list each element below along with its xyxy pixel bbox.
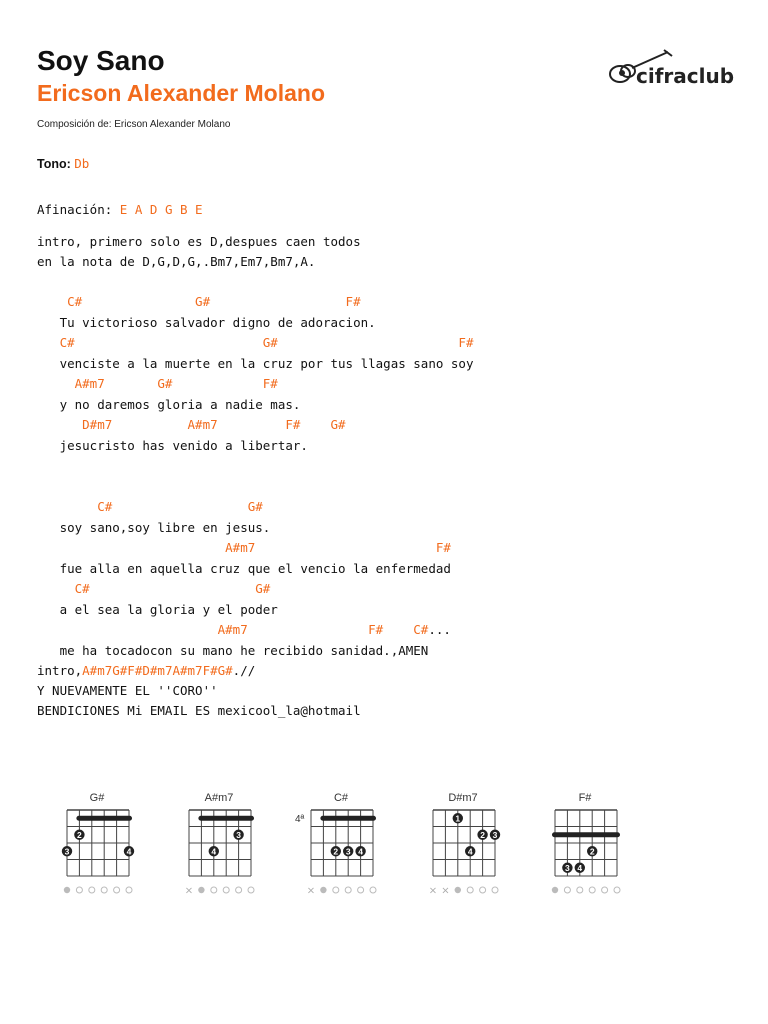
chord-names[interactable]: C# G#: [37, 499, 263, 514]
chord-diagram-name: G#: [89, 792, 105, 804]
outro-prefix: intro,: [37, 663, 83, 678]
lyric-line: venciste a la muerte en la cruz por tus llagas sano soy: [37, 355, 474, 371]
open-string-marker: [345, 887, 351, 893]
finger-number: 4: [211, 846, 217, 857]
muted-string-marker: ×: [428, 885, 438, 897]
finger-number: 3: [492, 830, 498, 841]
song-body: [37, 292, 474, 661]
composer-credit: Composición de: Ericson Alexander Molano: [37, 119, 231, 130]
finger-number: 4: [126, 846, 132, 857]
chord-diagram-name: A#m7: [204, 792, 234, 804]
chord-line: [37, 456, 474, 477]
open-string-marker: [480, 887, 486, 893]
open-string-marker: [211, 887, 217, 893]
finger-number: 3: [345, 846, 351, 857]
chord-names[interactable]: C# G#: [37, 581, 271, 596]
chord-line: [37, 292, 474, 313]
barre-bar: [76, 816, 132, 821]
intro-line: intro, primero solo es D,despues caen todos: [37, 234, 361, 249]
bass-string-marker: [198, 887, 204, 893]
open-string-marker: [602, 887, 608, 893]
outro-chord-line: [37, 661, 361, 681]
chord-diagram[interactable]: [52, 790, 142, 900]
outro-line: BENDICIONES Mi EMAIL ES mexicool_la@hotmail: [37, 703, 361, 718]
lyric-line: y no daremos gloria a nadie mas.: [37, 396, 301, 412]
finger-number: 2: [480, 830, 485, 841]
chord-names[interactable]: A#m7 F#: [37, 540, 451, 555]
lyric-line: a el sea la gloria y el poder: [37, 601, 278, 617]
chord-diagram[interactable]: [540, 790, 630, 900]
muted-string-marker: ×: [306, 885, 316, 897]
outro-line: Y NUEVAMENTE EL ''CORO'': [37, 683, 218, 698]
outro-section: [37, 661, 361, 721]
chord-diagram-name: C#: [333, 792, 349, 804]
barre-bar: [320, 816, 376, 821]
chord-line: [37, 579, 474, 600]
muted-string-marker: ×: [441, 885, 450, 897]
open-string-marker: [248, 887, 254, 893]
open-string-marker: [89, 887, 95, 893]
open-string-marker: [114, 887, 120, 893]
open-string-marker: [577, 887, 583, 893]
open-string-marker: [358, 887, 364, 893]
finger-number: 3: [565, 863, 570, 874]
fret-label: 4ª: [295, 814, 305, 825]
barre-bar: [198, 816, 254, 821]
finger-number: 2: [77, 830, 82, 841]
lyric-line: jesucristo has venido a libertar.: [37, 437, 308, 453]
finger-number: 1: [455, 813, 461, 824]
finger-number: 2: [589, 846, 595, 857]
artist-name[interactable]: Ericson Alexander Molano: [37, 80, 325, 106]
chord-diagram[interactable]: [296, 790, 386, 900]
bass-string-marker: [64, 887, 70, 893]
open-string-marker: [333, 887, 339, 893]
intro-text: [37, 232, 361, 272]
finger-number: 4: [467, 846, 473, 857]
finger-number: 3: [64, 846, 70, 857]
chord-diagram-name: D#m7: [448, 792, 478, 804]
chord-diagram[interactable]: [418, 790, 508, 900]
lyric-line: me ha tocadocon su mano he recibido sanidad.,AMEN: [37, 642, 429, 658]
open-string-marker: [614, 887, 620, 893]
finger-number: 4: [577, 863, 583, 874]
chord-line: [37, 374, 474, 395]
outro-chords[interactable]: A#m7G#F#D#m7A#m7F#G#: [82, 663, 233, 678]
finger-number: 3: [236, 830, 241, 841]
open-string-marker: [126, 887, 132, 893]
tuning-line: [37, 200, 203, 220]
chord-line: [37, 538, 474, 559]
muted-string-marker: ×: [184, 885, 194, 897]
lyric-line: Tu victorioso salvador digno de adoracion.: [37, 314, 376, 330]
cifraclub-logo[interactable]: [606, 46, 735, 92]
chord-names[interactable]: C# G# F#: [37, 335, 474, 350]
chord-line: [37, 415, 474, 436]
bass-string-marker: [455, 887, 461, 893]
tone-value[interactable]: Db: [74, 156, 90, 171]
finger-number: 4: [358, 846, 363, 857]
chord-line: [37, 333, 474, 354]
lyric-line: fue alla en aquella cruz que el vencio la enfermedad: [37, 560, 451, 576]
open-string-marker: [101, 887, 107, 893]
open-string-marker: [223, 887, 229, 893]
song-title: Soy Sano: [37, 45, 165, 76]
tuning-value[interactable]: E A D G B E: [119, 202, 203, 217]
bass-string-marker: [320, 887, 326, 893]
chord-line: [37, 620, 474, 641]
intro-line: en la nota de D,G,D,G,.Bm7,Em7,Bm7,A.: [37, 254, 316, 269]
outro-suffix: .//: [232, 663, 256, 678]
chord-names[interactable]: A#m7 G# F#: [37, 376, 278, 391]
tone-label: Tono:: [37, 157, 71, 171]
chord-suffix: ...: [428, 622, 451, 637]
barre-bar: [552, 832, 620, 837]
open-string-marker: [564, 887, 570, 893]
open-string-marker: [492, 887, 498, 893]
lyric-line: [37, 477, 474, 498]
open-string-marker: [370, 887, 376, 893]
guitar-icon: [606, 46, 735, 92]
chord-diagram-name: F#: [578, 792, 592, 804]
open-string-marker: [467, 887, 473, 893]
bass-string-marker: [552, 887, 558, 893]
logo-text: cifraclub: [636, 64, 735, 88]
open-string-marker: [589, 887, 595, 893]
chord-names[interactable]: C# G# F#: [37, 294, 361, 309]
finger-number: 2: [333, 846, 339, 857]
lyric-line: soy sano,soy libre en jesus.: [37, 519, 271, 535]
chord-names[interactable]: D#m7 A#m7 F# G#: [37, 417, 346, 432]
chord-names[interactable]: A#m7 F# C#: [37, 622, 429, 637]
open-string-marker: [236, 887, 242, 893]
tuning-label: Afinación:: [37, 202, 113, 217]
tone-line: [37, 156, 89, 171]
open-string-marker: [76, 887, 82, 893]
chord-line: [37, 497, 474, 518]
chord-diagram[interactable]: [174, 790, 264, 900]
